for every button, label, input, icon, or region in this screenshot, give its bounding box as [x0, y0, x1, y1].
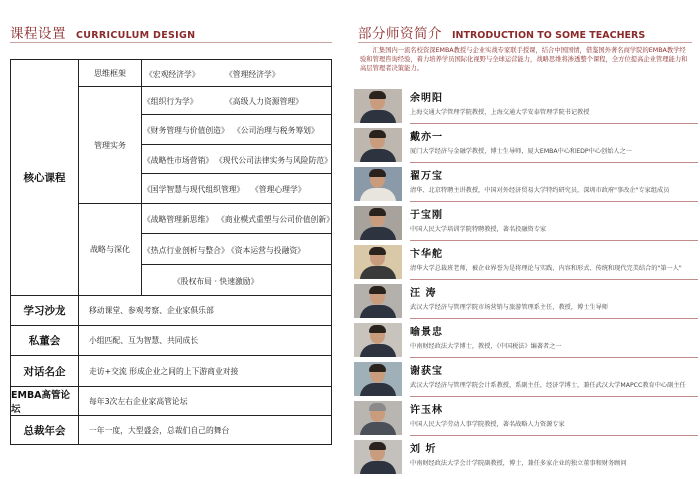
teacher-desc: 厦门大学经济与金融学教授，博士生导师，厦大EMBA中心和EDP中心创始人之一: [410, 148, 632, 155]
teacher-desc: 武汉大学经济与管理学院会计系教授，系副主任，经济学博士，兼任武汉大学MAPCC教育中心副主任: [410, 382, 686, 389]
curriculum-table: [10, 59, 332, 445]
teacher-name: 卞华舵: [410, 249, 443, 260]
teacher-card: [354, 323, 700, 359]
course-item: 《战略性市场营销》: [143, 156, 214, 165]
curriculum-header-rule: [10, 42, 332, 43]
management-label: 管理实务: [94, 140, 126, 150]
teacher-card: [354, 284, 700, 320]
teacher-name: 谢获宝: [410, 366, 443, 377]
teachers-header: [358, 22, 645, 42]
teacher-desc: 中国人民大学培训学院特聘教授，著名投融资专家: [410, 226, 547, 233]
teacher-desc: 清华大学总裁班老师，被企业界誉为是将理论与实践、内容和形式、传统和现代完美结合的"第一人": [410, 265, 682, 272]
teacher-photo: [354, 440, 402, 474]
teacher-desc: 上海交通大学管理学院教授，上海交通大学安泰管理学院书记教授: [410, 109, 590, 116]
row-divider: [142, 144, 331, 145]
teacher-card: [354, 362, 700, 398]
row-divider: [142, 264, 331, 265]
curriculum-title-cn: 课程设置: [10, 26, 66, 42]
course-item: 《战略管理新思维》: [143, 215, 214, 224]
teacher-divider: [410, 201, 698, 202]
teacher-card: [354, 128, 700, 164]
dialogue-label: 对话名企: [23, 365, 66, 378]
course-item: 《高级人力资源管理》: [225, 97, 303, 106]
row-divider: [142, 114, 331, 115]
teacher-desc: 武汉大学经济与管理学院市场营销与旅游管理系主任，教授，博士生导师: [410, 304, 608, 311]
teachers-title-en: INTRODUCTION TO SOME TEACHERS: [452, 30, 646, 41]
teacher-desc: 清华、北京特聘主讲教授，中国对外经济贸易大学特约研究员，深圳市政府"事改企"专家组成员: [410, 187, 670, 194]
teacher-card: [354, 440, 700, 476]
teacher-card: [354, 401, 700, 437]
curriculum-panel: [0, 0, 338, 479]
teachers-panel: [338, 0, 700, 479]
teacher-photo: [354, 284, 402, 318]
teacher-divider: [410, 396, 698, 397]
teacher-name: 许玉林: [410, 405, 443, 416]
course-item: 《资本运营与投融资》: [227, 246, 305, 255]
teacher-name: 翟万宝: [410, 171, 443, 182]
teacher-photo: [354, 362, 402, 396]
teacher-card: [354, 89, 700, 125]
course-item: 《管理心理学》: [251, 185, 306, 194]
forum-desc: 每年3次左右企业家高管论坛: [89, 396, 188, 406]
teacher-divider: [410, 123, 698, 124]
private-board-label: 私董会: [28, 335, 61, 347]
teachers-header-rule: [358, 42, 692, 43]
teacher-divider: [410, 318, 698, 319]
row-divider: [142, 233, 331, 234]
salon-label: 学习沙龙: [23, 305, 66, 317]
teacher-card: [354, 245, 700, 281]
teacher-card: [354, 206, 700, 242]
teacher-photo: [354, 245, 402, 279]
teacher-photo: [354, 128, 402, 162]
course-item: 《组织行为学》: [143, 97, 198, 106]
teacher-name: 喻景忠: [410, 327, 443, 338]
col-divider-2: [141, 60, 142, 295]
salon-desc: 移动课堂、参观考察、企业家俱乐部: [89, 306, 214, 315]
teacher-desc: 中南财经政法大学会计学院副教授，博士，兼任多家企业的独立董事和财务顾问: [410, 460, 627, 467]
teachers-intro: 汇集国内一流名校资深EMBA教授与企业实战专家联手授课，结合中国国情，借鉴国外著名商学院的EMBA教学经验和管理咨询经验，着力培养学员国际化视野与全球运营能力，战略思维将渗透整个课程，全方位提高企业管理能力和高层管理者决策能力。: [360, 47, 688, 72]
teacher-photo: [354, 206, 402, 240]
teacher-name: 汪 涛: [410, 288, 437, 299]
private-board-desc: 小组匹配、互为智慧、共同成长: [89, 336, 199, 345]
teacher-divider: [410, 357, 698, 358]
teacher-divider: [410, 279, 698, 280]
teacher-divider: [410, 435, 698, 436]
course-item: 《管理经济学》: [225, 70, 280, 79]
course-item: 《宏观经济学》: [145, 70, 200, 79]
teacher-name: 于宝刚: [410, 210, 443, 221]
course-item: 《国学智慧与现代组织管理》: [143, 185, 245, 194]
curriculum-title-en: CURRICULUM DESIGN: [76, 30, 196, 41]
course-item: 《现代公司法律实务与风险防范》: [215, 156, 332, 165]
teacher-desc: 中南财经政法大学博士，教授，《中国税法》编著者之一: [410, 343, 562, 350]
teacher-divider: [410, 240, 698, 241]
annual-meeting-desc: 一年一度，大型盛会，总裁们自己的舞台: [89, 425, 230, 435]
annual-meeting-label: 总裁年会: [23, 424, 66, 437]
course-item: 《股权布局 · 快速激励》: [173, 277, 259, 286]
strategy-label: 战略与深化: [90, 245, 130, 254]
frameworks-label: 思维框架: [94, 68, 126, 78]
teacher-name: 刘 圻: [410, 444, 437, 455]
curriculum-header: [10, 22, 195, 42]
teacher-photo: [354, 401, 402, 435]
teacher-photo: [354, 323, 402, 357]
teacher-name: 戴亦一: [410, 132, 443, 143]
course-item: 《热点行业剖析与整合》: [143, 246, 229, 255]
course-item: 《财务管理与价值创造》: [143, 126, 229, 135]
forum-label: EMBA高管论坛: [11, 390, 71, 415]
core-courses-label: 核心课程: [23, 172, 66, 184]
teacher-desc: 中国人民大学劳动人事学院教授，著名战略人力资源专家: [410, 421, 565, 428]
teacher-divider: [410, 162, 698, 163]
course-item: 《商业模式重塑与公司价值创新》: [217, 215, 334, 224]
dialogue-desc: 走访+交流 形成企业之间的上下游商业对接: [89, 366, 239, 376]
course-item: 《公司治理与税务筹划》: [233, 126, 319, 135]
teacher-name: 余明阳: [410, 93, 443, 104]
teacher-photo: [354, 167, 402, 201]
teachers-title-cn: 部分师资简介: [358, 26, 442, 42]
teacher-photo: [354, 89, 402, 123]
teacher-card: [354, 167, 700, 203]
row-divider: [142, 173, 331, 174]
